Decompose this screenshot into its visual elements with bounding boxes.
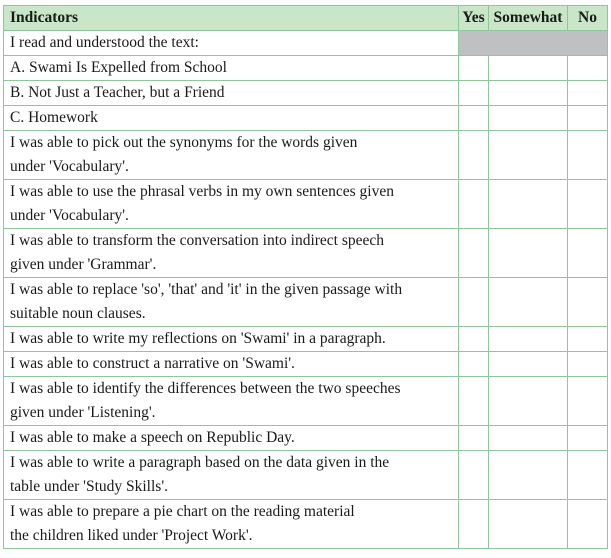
shaded-rating-cell bbox=[459, 31, 608, 56]
table-row bbox=[4, 56, 608, 81]
somewhat-cell[interactable] bbox=[489, 500, 568, 549]
indicator-line-2: given under 'Grammar'. bbox=[10, 256, 157, 273]
somewhat-cell[interactable] bbox=[489, 327, 568, 352]
yes-cell[interactable] bbox=[459, 451, 489, 500]
indicator-text: I was able to write my reflections on 'Swami' in a paragraph. bbox=[4, 327, 459, 352]
indicator-line-1: I was able to replace 'so', 'that' and 'it' in the given passage with bbox=[10, 281, 403, 298]
indicator-text: A. Swami Is Expelled from School bbox=[4, 56, 459, 81]
somewhat-cell[interactable] bbox=[489, 180, 568, 229]
table-row bbox=[4, 327, 608, 352]
somewhat-cell[interactable] bbox=[489, 56, 568, 81]
header-somewhat: Somewhat bbox=[489, 6, 568, 31]
no-cell[interactable] bbox=[568, 81, 608, 106]
table-row bbox=[4, 500, 608, 549]
table-row bbox=[4, 426, 608, 451]
somewhat-cell[interactable] bbox=[489, 131, 568, 180]
no-cell[interactable] bbox=[568, 278, 608, 327]
yes-cell[interactable] bbox=[459, 56, 489, 81]
no-cell[interactable] bbox=[568, 229, 608, 278]
table-row bbox=[4, 81, 608, 106]
somewhat-cell[interactable] bbox=[489, 81, 568, 106]
table-row bbox=[4, 229, 608, 278]
table-row bbox=[4, 278, 608, 327]
header-indicators: Indicators bbox=[4, 6, 459, 31]
indicator-line-2: suitable noun clauses. bbox=[10, 305, 146, 322]
cropped-text-fragment bbox=[110, 0, 260, 4]
no-cell[interactable] bbox=[568, 180, 608, 229]
indicator-text bbox=[4, 377, 459, 426]
table-row bbox=[4, 131, 608, 180]
table-row bbox=[4, 31, 608, 56]
no-cell[interactable] bbox=[568, 377, 608, 426]
no-cell[interactable] bbox=[568, 352, 608, 377]
indicator-text: I was able to construct a narrative on 'Swami'. bbox=[4, 352, 459, 377]
indicator-text bbox=[4, 500, 459, 549]
no-cell[interactable] bbox=[568, 426, 608, 451]
no-cell[interactable] bbox=[568, 131, 608, 180]
no-cell[interactable] bbox=[568, 500, 608, 549]
indicator-text bbox=[4, 180, 459, 229]
somewhat-cell[interactable] bbox=[489, 377, 568, 426]
yes-cell[interactable] bbox=[459, 278, 489, 327]
indicator-text: I read and understood the text: bbox=[4, 31, 459, 56]
self-assessment-table bbox=[3, 5, 608, 549]
yes-cell[interactable] bbox=[459, 229, 489, 278]
blank-patch bbox=[306, 106, 454, 128]
yes-cell[interactable] bbox=[459, 500, 489, 549]
indicator-line-2: under 'Vocabulary'. bbox=[10, 207, 129, 224]
yes-cell[interactable] bbox=[459, 352, 489, 377]
yes-cell[interactable] bbox=[459, 327, 489, 352]
yes-cell[interactable] bbox=[459, 106, 489, 131]
somewhat-cell[interactable] bbox=[489, 106, 568, 131]
indicator-text: C. Homework bbox=[4, 106, 459, 131]
yes-cell[interactable] bbox=[459, 131, 489, 180]
header-no: No bbox=[568, 6, 608, 31]
indicator-text: B. Not Just a Teacher, but a Friend bbox=[4, 81, 459, 106]
indicator-line-2: under 'Vocabulary'. bbox=[10, 158, 129, 175]
indicator-line-1: I was able to use the phrasal verbs in my own sentences given bbox=[10, 183, 394, 200]
table-row bbox=[4, 352, 608, 377]
yes-cell[interactable] bbox=[459, 180, 489, 229]
no-cell[interactable] bbox=[568, 327, 608, 352]
no-cell[interactable] bbox=[568, 56, 608, 81]
indicator-text bbox=[4, 451, 459, 500]
somewhat-cell[interactable] bbox=[489, 229, 568, 278]
indicator-line-1: I was able to identify the differences between the two speeches bbox=[10, 380, 401, 397]
somewhat-cell[interactable] bbox=[489, 426, 568, 451]
header-yes: Yes bbox=[459, 6, 489, 31]
indicator-line-1: I was able to pick out the synonyms for the words given bbox=[10, 134, 358, 151]
indicator-line-2: given under 'Listening'. bbox=[10, 404, 156, 421]
indicator-line-1: I was able to prepare a pie chart on the reading material bbox=[10, 503, 355, 520]
indicator-text bbox=[4, 278, 459, 327]
no-cell[interactable] bbox=[568, 451, 608, 500]
yes-cell[interactable] bbox=[459, 81, 489, 106]
yes-cell[interactable] bbox=[459, 377, 489, 426]
indicator-text bbox=[4, 229, 459, 278]
somewhat-cell[interactable] bbox=[489, 278, 568, 327]
yes-cell[interactable] bbox=[459, 426, 489, 451]
somewhat-cell[interactable] bbox=[489, 352, 568, 377]
table-row bbox=[4, 180, 608, 229]
table-row bbox=[4, 377, 608, 426]
indicator-line-1: I was able to write a paragraph based on the data given in the bbox=[10, 454, 390, 471]
table-row bbox=[4, 451, 608, 500]
indicator-line-2: table under 'Study Skills'. bbox=[10, 478, 168, 495]
indicator-line-1: I was able to transform the conversation into indirect speech bbox=[10, 232, 385, 249]
indicator-text bbox=[4, 131, 459, 180]
header-row bbox=[4, 6, 608, 31]
indicator-text: I was able to make a speech on Republic Day. bbox=[4, 426, 459, 451]
indicator-line-2: the children liked under 'Project Work'. bbox=[10, 527, 253, 544]
somewhat-cell[interactable] bbox=[489, 451, 568, 500]
no-cell[interactable] bbox=[568, 106, 608, 131]
